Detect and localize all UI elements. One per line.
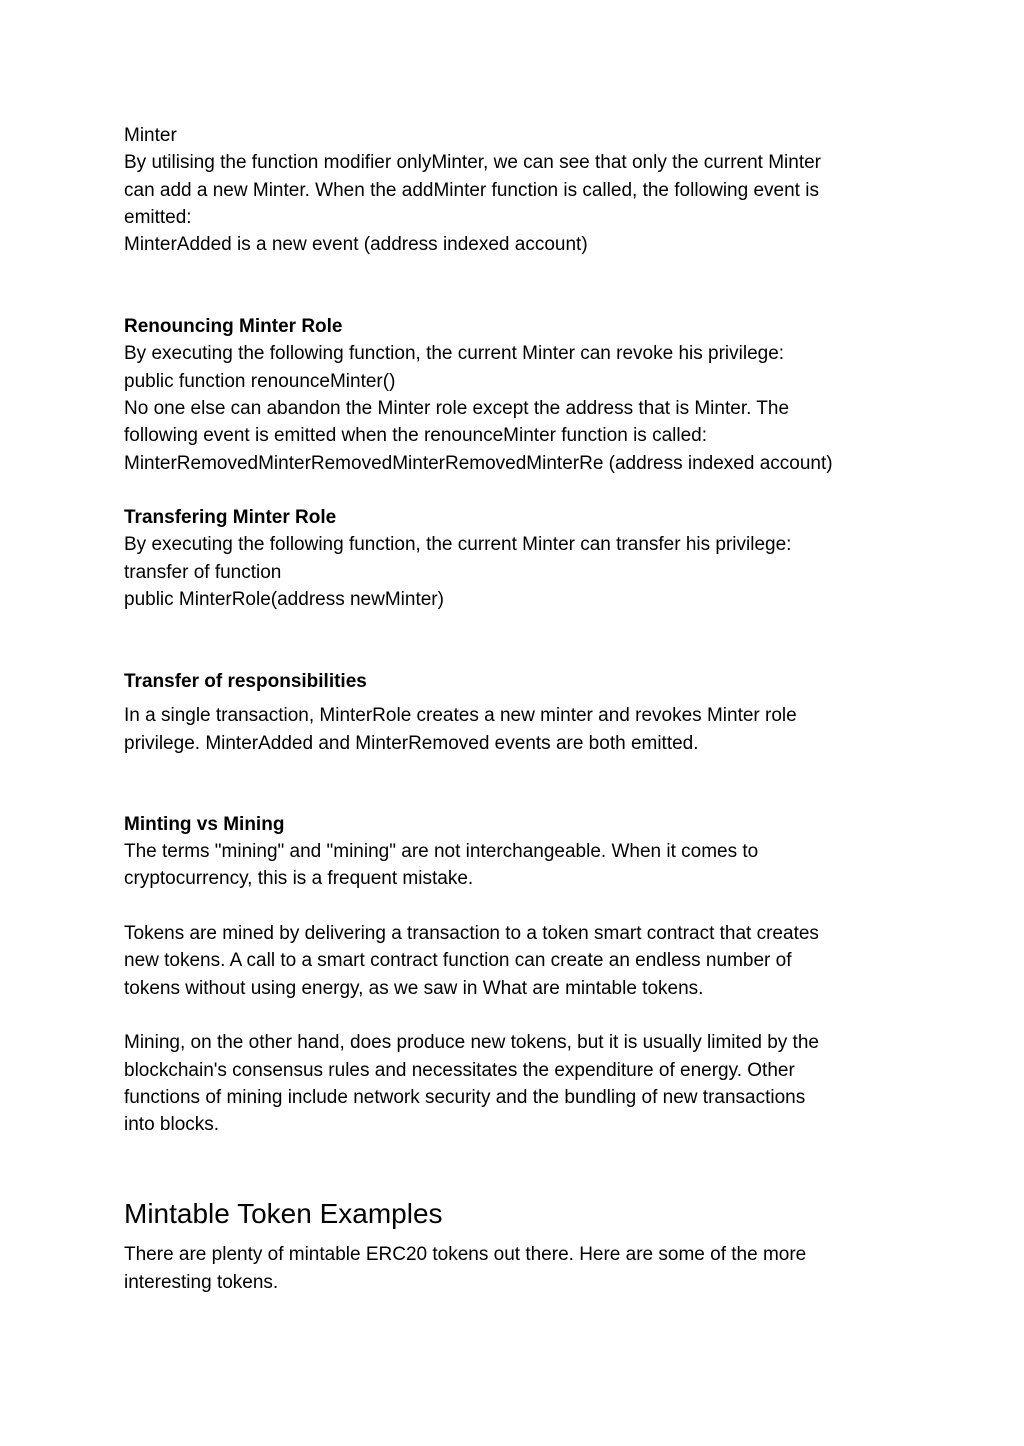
- text-line: public function renounceMinter(): [124, 370, 396, 392]
- paragraph-tokens-mined: [124, 920, 914, 1002]
- spacer: [124, 893, 914, 920]
- spacer: [124, 1002, 914, 1029]
- text-line: MinterRemovedMinterRemovedMinterRemovedMinterRe (address indexed account): [124, 452, 833, 474]
- text-line: In a single transaction, MinterRole creates a new minter and revokes Minter role: [124, 705, 797, 727]
- text-line: By executing the following function, the current Minter can transfer his privilege:: [124, 534, 792, 556]
- text-line: privilege. MinterAdded and MinterRemoved events are both emitted.: [124, 732, 699, 754]
- text-line: MinterAdded is a new event (address indexed account): [124, 234, 588, 256]
- heading-transfer-of-responsibilities: Transfer of responsibilities: [124, 670, 367, 692]
- text-line: cryptocurrency, this is a frequent mistake.: [124, 868, 474, 890]
- text-line: By executing the following function, the current Minter can revoke his privilege:: [124, 343, 785, 365]
- text-line: public MinterRole(address newMinter): [124, 589, 444, 611]
- text-line: No one else can abandon the Minter role except the address that is Minter. The: [124, 397, 790, 419]
- text-line: tokens without using energy, as we saw in What are mintable tokens.: [124, 977, 704, 999]
- text-line: can add a new Minter. When the addMinter function is called, the following event is: [124, 179, 819, 201]
- heading-mintable-token-examples: Mintable Token Examples: [124, 1198, 443, 1230]
- spacer: [124, 757, 914, 811]
- text-line: following event is emitted when the renounceMinter function is called:: [124, 425, 707, 447]
- heading-renouncing-minter-role: Renouncing Minter Role: [124, 316, 343, 338]
- paragraph-responsibilities: [124, 702, 914, 757]
- spacer: [124, 258, 914, 313]
- text-line: into blocks.: [124, 1114, 220, 1136]
- text-line: Mining, on the other hand, does produce new tokens, but it is usually limited by the: [124, 1032, 819, 1054]
- text-line: interesting tokens.: [124, 1271, 279, 1293]
- text-line: The terms "mining" and "mining" are not interchangeable. When it comes to: [124, 841, 759, 863]
- paragraph-minter: [124, 122, 914, 258]
- text-line: There are plenty of mintable ERC20 tokens out there. Here are some of the more: [124, 1244, 807, 1266]
- heading-transfering-minter-role: Transfering Minter Role: [124, 507, 337, 529]
- paragraph-minting-intro: [124, 838, 914, 893]
- spacer: [124, 1138, 914, 1196]
- text-line: transfer of function: [124, 561, 282, 583]
- text-line: new tokens. A call to a smart contract function can create an endless number of: [124, 950, 792, 972]
- text-line: emitted:: [124, 206, 192, 228]
- spacer: [124, 477, 914, 504]
- paragraph-examples: [124, 1241, 914, 1296]
- text-line: functions of mining include network security and the bundling of new transactions: [124, 1086, 806, 1108]
- paragraph-mining: [124, 1029, 914, 1138]
- spacer: [124, 613, 914, 668]
- paragraph-transfering: [124, 531, 914, 613]
- text-line: Tokens are mined by delivering a transaction to a token smart contract that creates: [124, 923, 819, 945]
- paragraph-renouncing: [124, 340, 914, 476]
- document-page: [124, 122, 914, 1296]
- text-line: By utilising the function modifier onlyMinter, we can see that only the current Minter: [124, 152, 822, 174]
- text-line: blockchain's consensus rules and necessitates the expenditure of energy. Other: [124, 1059, 795, 1081]
- text-line: Minter: [124, 125, 177, 146]
- heading-minting-vs-mining: Minting vs Mining: [124, 813, 285, 835]
